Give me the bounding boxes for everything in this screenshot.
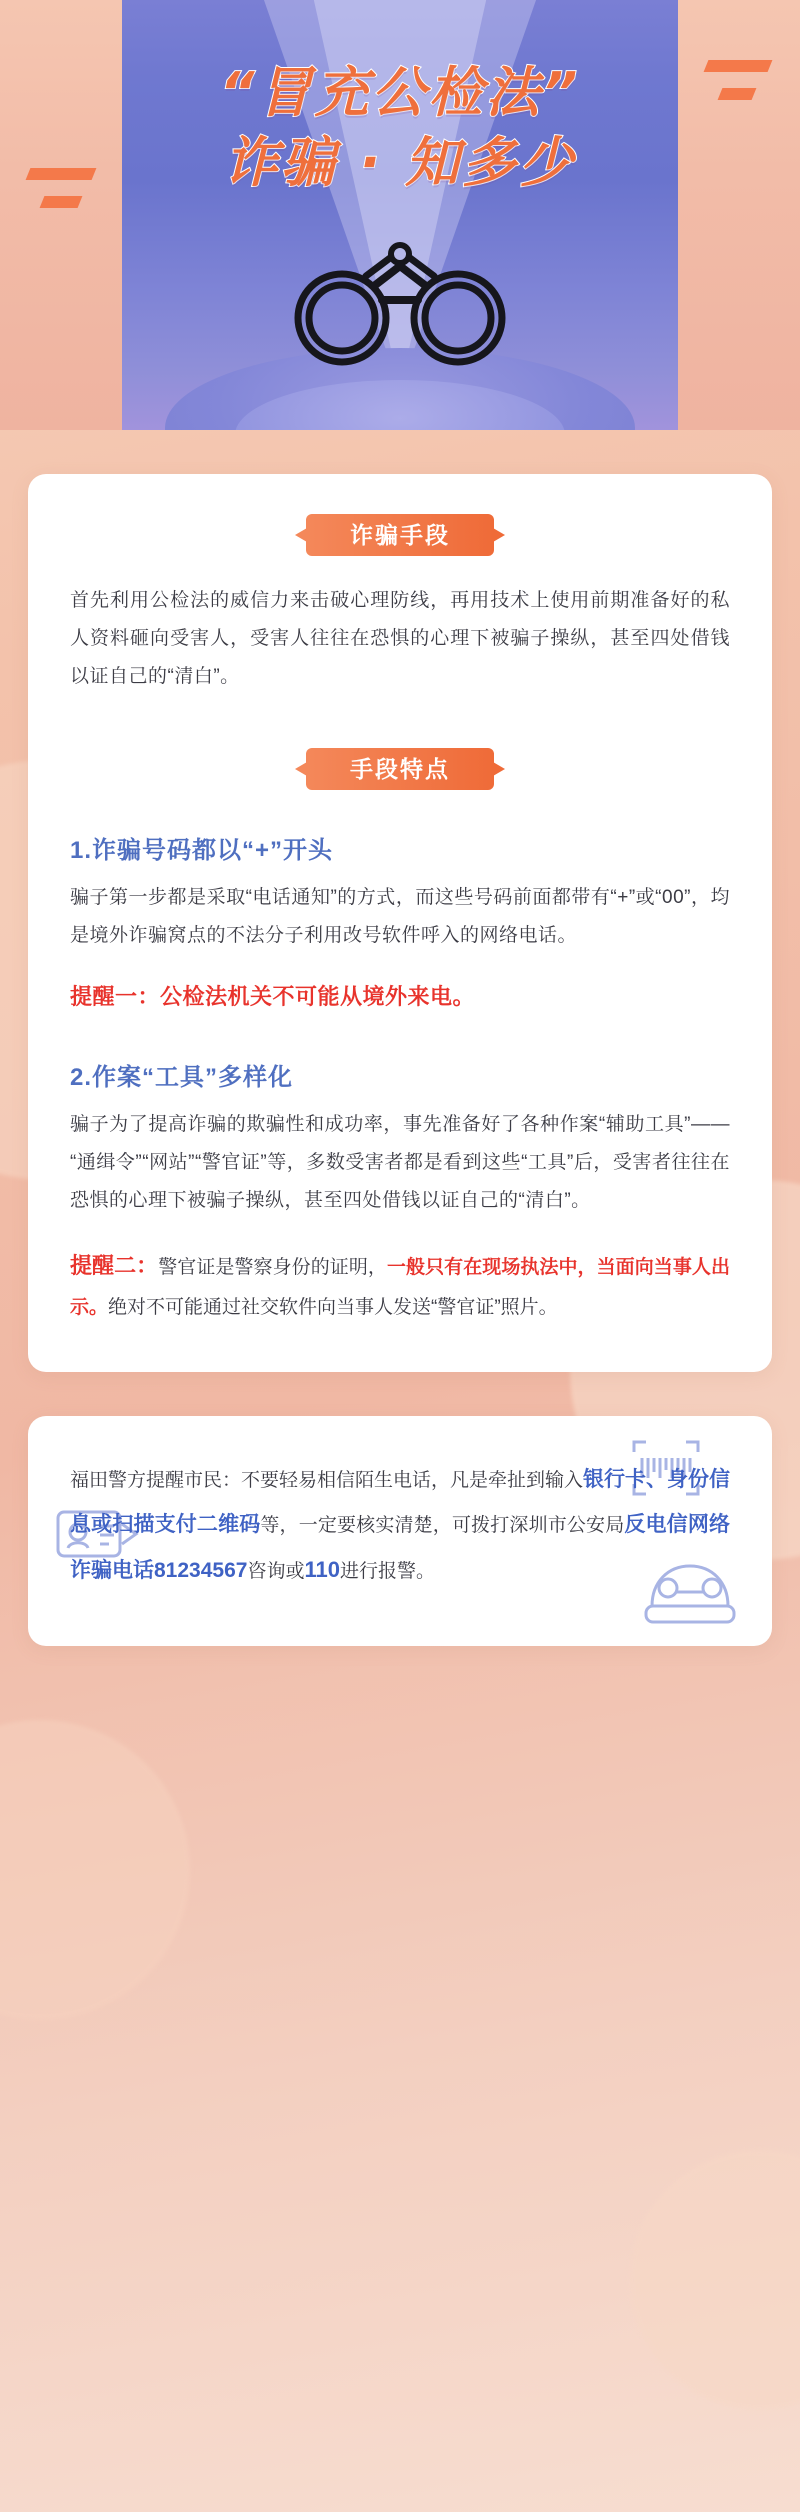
accent-stripe-icon bbox=[40, 196, 83, 208]
footer-text-part3: 咨询或 bbox=[247, 1561, 305, 1582]
footer-highlight-3: 110 bbox=[304, 1557, 340, 1582]
accent-stripe-icon bbox=[26, 168, 97, 180]
footer-text-part1: 福田警方提醒市民：不要轻易相信陌生电话，凡是牵扯到输入 bbox=[70, 1470, 584, 1491]
badge-fraud-methods: 诈骗手段 bbox=[306, 514, 494, 556]
background-blob bbox=[630, 2150, 800, 2410]
section-2-tip-strong: 一般只有在现场执法中，当面向当事人出示。 bbox=[70, 1257, 730, 1318]
accent-stripe-icon bbox=[718, 88, 757, 100]
accent-stripe-icon bbox=[704, 60, 773, 72]
badge-method-traits: 手段特点 bbox=[306, 748, 494, 790]
handcuffs-icon bbox=[270, 222, 530, 372]
main-content-card bbox=[28, 474, 772, 1372]
footer-text-part2: 等，一定要核实清楚，可拨打深圳市公安局 bbox=[260, 1515, 625, 1536]
section-2-paragraph: 骗子为了提高诈骗的欺骗性和成功率，事先准备好了各种作案“辅助工具”——“通缉令”“网站”“警官证”等，多数受害者都是看到这些“工具”后，受害者往往在恐惧的心理下被骗子操纵，甚至四处借钱以证自己的“清白”。 bbox=[70, 1114, 730, 1211]
poster-header bbox=[0, 0, 800, 430]
footer-text bbox=[70, 1458, 730, 1594]
section-2-tip-part1: 警官证是警察身份的证明， bbox=[158, 1257, 387, 1278]
section-1-paragraph: 骗子第一步都是采取“电话通知”的方式，而这些号码前面都带有“+”或“00”，均是境外诈骗窝点的不法分子利用改号软件呼入的网络电话。 bbox=[70, 887, 730, 946]
footer-highlight-1: 银行卡、身份信息或扫描支付二维码 bbox=[70, 1468, 731, 1536]
title-line-2: 诈骗 · 知多少 bbox=[223, 131, 577, 194]
background-blob bbox=[0, 1720, 190, 2020]
section-1-tip: 提醒一：公检法机关不可能从境外来电。 bbox=[70, 984, 476, 1009]
footer-notice-card bbox=[28, 1416, 772, 1646]
section-1-heading: 1.诈骗号码都以“+”开头 bbox=[70, 837, 334, 864]
section-2-tip bbox=[70, 1246, 730, 1328]
footer-text-part4: 进行报警。 bbox=[339, 1561, 435, 1582]
footer-highlight-2: 反电信网络诈骗电话81234567 bbox=[70, 1513, 730, 1582]
title-line-1: “冒充公检法” bbox=[219, 61, 581, 124]
poster-title bbox=[0, 62, 800, 196]
intro-paragraph: 首先利用公检法的威信力来击破心理防线，再用技术上使用前期准备好的私人资料砸向受害人，受害人往往在恐惧的心理下被骗子操纵，甚至四处借钱以证自己的“清白”。 bbox=[70, 590, 730, 687]
section-2-tip-lead: 提醒二： bbox=[70, 1253, 159, 1278]
section-2-tip-part2: 绝对不可能通过社交软件向当事人发送“警官证”照片。 bbox=[108, 1297, 558, 1318]
section-2-heading: 2.作案“工具”多样化 bbox=[70, 1064, 294, 1091]
